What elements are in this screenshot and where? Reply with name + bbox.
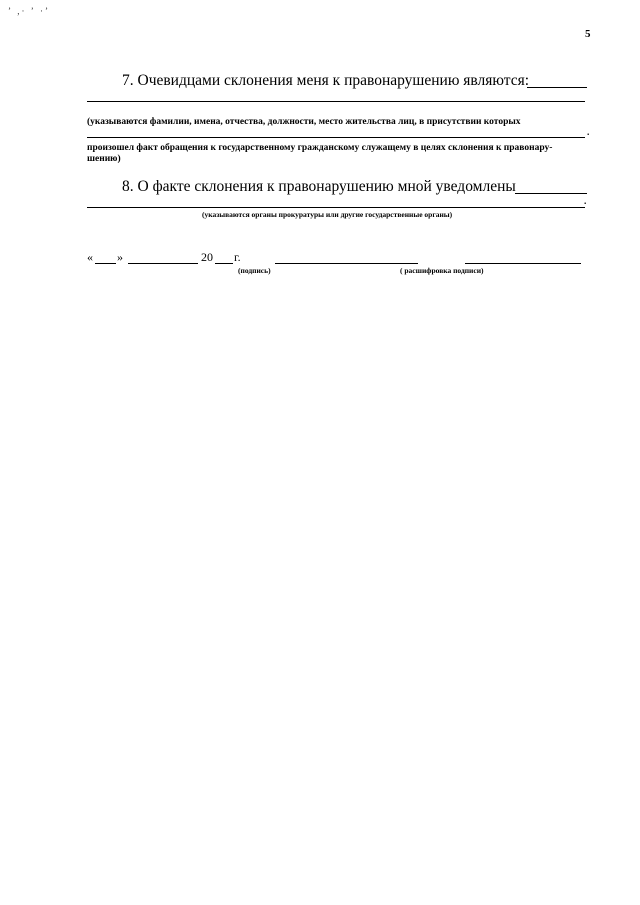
date-quote-open: « [87, 250, 93, 264]
section8-heading: 8. О факте склонения к правонарушению мной уведомлены [122, 178, 516, 195]
date-year-suffix: г. [234, 250, 241, 264]
section8-line-end-mark: . [584, 197, 587, 207]
date-month-blank [128, 263, 198, 264]
signature-caption: (подпись) [238, 266, 271, 275]
section8-note: (указываются органы прокуратуры или другие государственные органы) [202, 210, 453, 219]
section7-note-line3: шению) [87, 154, 121, 164]
date-year-prefix: 20 [201, 250, 213, 264]
section7-heading-blank-line [527, 87, 587, 88]
section7-line-end-mark: . [587, 128, 590, 138]
page-number: 5 [585, 28, 591, 40]
scan-specks: ʼ ,· ʼ ·ʼ [8, 6, 50, 16]
date-day-blank [95, 263, 116, 264]
section7-note-line1: (указываются фамилии, имена, отчества, должности, место жительства лиц, в присутствии которых [87, 117, 521, 127]
section7-answer-line-1 [87, 101, 585, 102]
section7-note-line2: произошел факт обращения к государственному гражданскому служащему в целях склонения к правонару- [87, 143, 553, 153]
section8-answer-line [87, 207, 585, 208]
signature-blank-line [275, 263, 418, 264]
date-quote-close: » [117, 250, 123, 264]
signature-decode-caption: ( расшифровка подписи) [400, 266, 484, 275]
signature-decode-blank-line [465, 263, 581, 264]
section7-answer-line-2 [87, 137, 585, 138]
section8-heading-blank-line [515, 193, 587, 194]
section7-heading: 7. Очевидцами склонения меня к правонарушению являются: [122, 72, 530, 89]
date-year-blank [215, 263, 233, 264]
